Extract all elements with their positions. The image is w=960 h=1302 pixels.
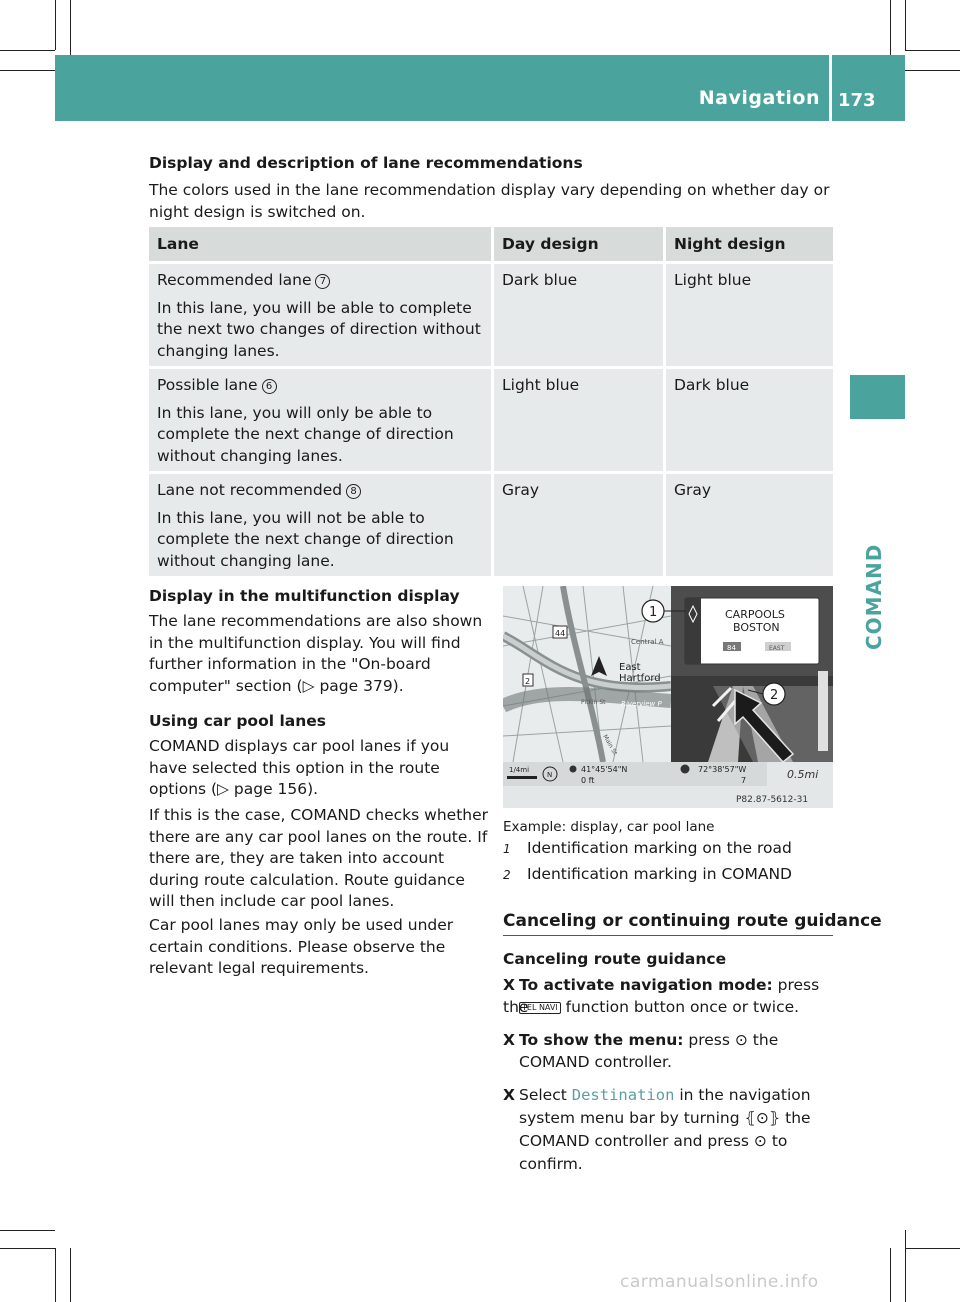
crop-mark [905,70,960,71]
heading-car-pool: Using car pool lanes [149,712,326,730]
crop-mark [905,50,960,51]
step-arrow-icon: X [503,1031,515,1049]
crop-mark [70,0,71,55]
crop-mark [0,70,55,71]
step-label: To activate navigation mode: [519,976,773,994]
step-label: To show the menu: [519,1031,684,1049]
longitude: 72°38'57"W [698,765,747,774]
lane-cell [149,474,491,576]
intro-text: The colors used in the lane recommendation display vary depending on whether day or night design is switched on. [149,181,830,221]
night-design-cell: Light blue [663,264,833,366]
step-item [503,1084,833,1176]
page-number: 173 [838,90,876,111]
section-rule [503,935,833,936]
section-title: Navigation [698,87,820,109]
map-label: Main St [601,733,619,757]
step-item [503,1030,833,1073]
header-divider [829,55,832,121]
crop-mark [70,1248,71,1302]
step-text: press the [503,976,820,1016]
paragraph: If this is the case, COMAND checks whether there are any car pool lanes on the route. If there are, they are taken into account during route calculation. Route guidance will then include car pool lanes. [149,806,489,910]
lane-marker: 8 [346,484,361,499]
map-label: Riverview P [621,700,662,708]
lane-cell [149,264,491,366]
watermark: carmanualsonline.info [620,1272,819,1292]
lane-table [149,227,833,576]
callout-1: 1 [649,605,658,620]
table-row [149,264,833,366]
map-label: Hartford [619,673,661,684]
crop-mark [0,50,55,51]
table-header: Lane [149,227,491,261]
crop-mark [905,0,906,50]
altitude: 0 ft [581,776,595,785]
step-text: function button once or twice. [560,998,800,1016]
carpool-display-image [503,586,833,808]
lane-description: In this lane, you will only be able to complete the next change of direction without changing lanes. [157,403,454,465]
side-tab-label: COMAND [862,543,886,650]
satellite-count: 7 [741,776,747,785]
sign-direction: EAST [769,645,785,652]
menu-item-destination: Destination [571,1086,675,1104]
interstate-badge: 44 [555,629,566,638]
crop-mark [905,1230,906,1302]
caption-item [503,864,792,887]
caption-item [503,838,792,861]
night-design-cell: Dark blue [663,369,833,471]
heading-multifunction: Display in the multifunction display [149,587,460,605]
caption-number: 2 [503,868,511,882]
sign-line-2: BOSTON [733,621,780,634]
crop-mark [0,1230,55,1231]
table-header: Day design [491,227,663,261]
caption-number: 1 [503,842,511,856]
lane-name: Lane not recommended [157,481,343,499]
section-heading: Canceling or continuing route guidance [503,911,882,931]
intro-heading: Display and description of lane recommendations [149,154,583,172]
step-item-cont [519,997,833,1019]
table-row [149,369,833,471]
paragraph: Car pool lanes may only be used under certain conditions. Please observe the relevant legal requirements. [149,916,454,977]
map-scale: 1/4mi [509,766,530,774]
figure-caption: Example: display, car pool lane [503,819,715,835]
night-design-cell: Gray [663,474,833,576]
table-header-row [149,227,833,261]
step-arrow-icon: X [503,1086,515,1104]
table-header: Night design [663,227,833,261]
step-text: in the navigation system menu bar by turning ⦃⊙⦄ the COMAND controller and press ⊙ to confirm. [519,1086,811,1173]
step-text: Select [519,1086,572,1104]
day-design-cell: Light blue [491,369,663,471]
map-label: East [619,662,641,673]
sign-route: 84 [727,644,736,652]
tel-navi-button-icon: TEL NAVI [519,1002,561,1014]
crop-mark [55,1248,56,1302]
paragraph: COMAND displays car pool lanes if you have selected this option in the route options (▷ page 156). [149,737,450,798]
caption-text: Identification marking in COMAND [527,865,792,883]
lane-marker: 6 [262,379,277,394]
crop-mark [0,1248,55,1249]
crop-mark [905,1248,960,1249]
side-tab-marker [850,375,905,419]
distance: 0.5mi [787,768,819,781]
sign-line-1: CARPOOLS [725,608,785,621]
lane-name: Recommended lane [157,271,312,289]
paragraph: The lane recommendations are also shown in the multifunction display. You will find further information in the "On-board computer" section (▷ page 379). [149,612,483,695]
table-row [149,474,833,576]
image-code: P82.87-5612-31 [736,795,809,805]
navigation-screen-illustration [503,586,833,808]
map-label: Pitkin St [581,699,606,706]
crop-mark [55,0,56,50]
crop-mark [890,1248,891,1302]
lane-name: Possible lane [157,376,258,394]
route-badge: 2 [525,677,531,686]
svg-text:N: N [547,771,553,779]
callout-2: 2 [770,688,779,703]
lane-marker: 7 [315,274,330,289]
step-arrow-icon: X [503,976,515,994]
subheading: Canceling route guidance [503,950,727,968]
lane-description: In this lane, you will be able to complete the next two changes of direction without changing lanes. [157,298,481,360]
step-text: press ⊙ the COMAND controller. [519,1031,779,1071]
map-label: Central A [631,638,664,646]
latitude: 41°45'54"N [581,765,628,774]
day-design-cell: Gray [491,474,663,576]
lane-cell [149,369,491,471]
crop-mark [890,0,891,55]
caption-text: Identification marking on the road [527,839,792,857]
lane-description: In this lane, you will not be able to complete the next change of direction without changing lane. [157,508,454,570]
day-design-cell: Dark blue [491,264,663,366]
